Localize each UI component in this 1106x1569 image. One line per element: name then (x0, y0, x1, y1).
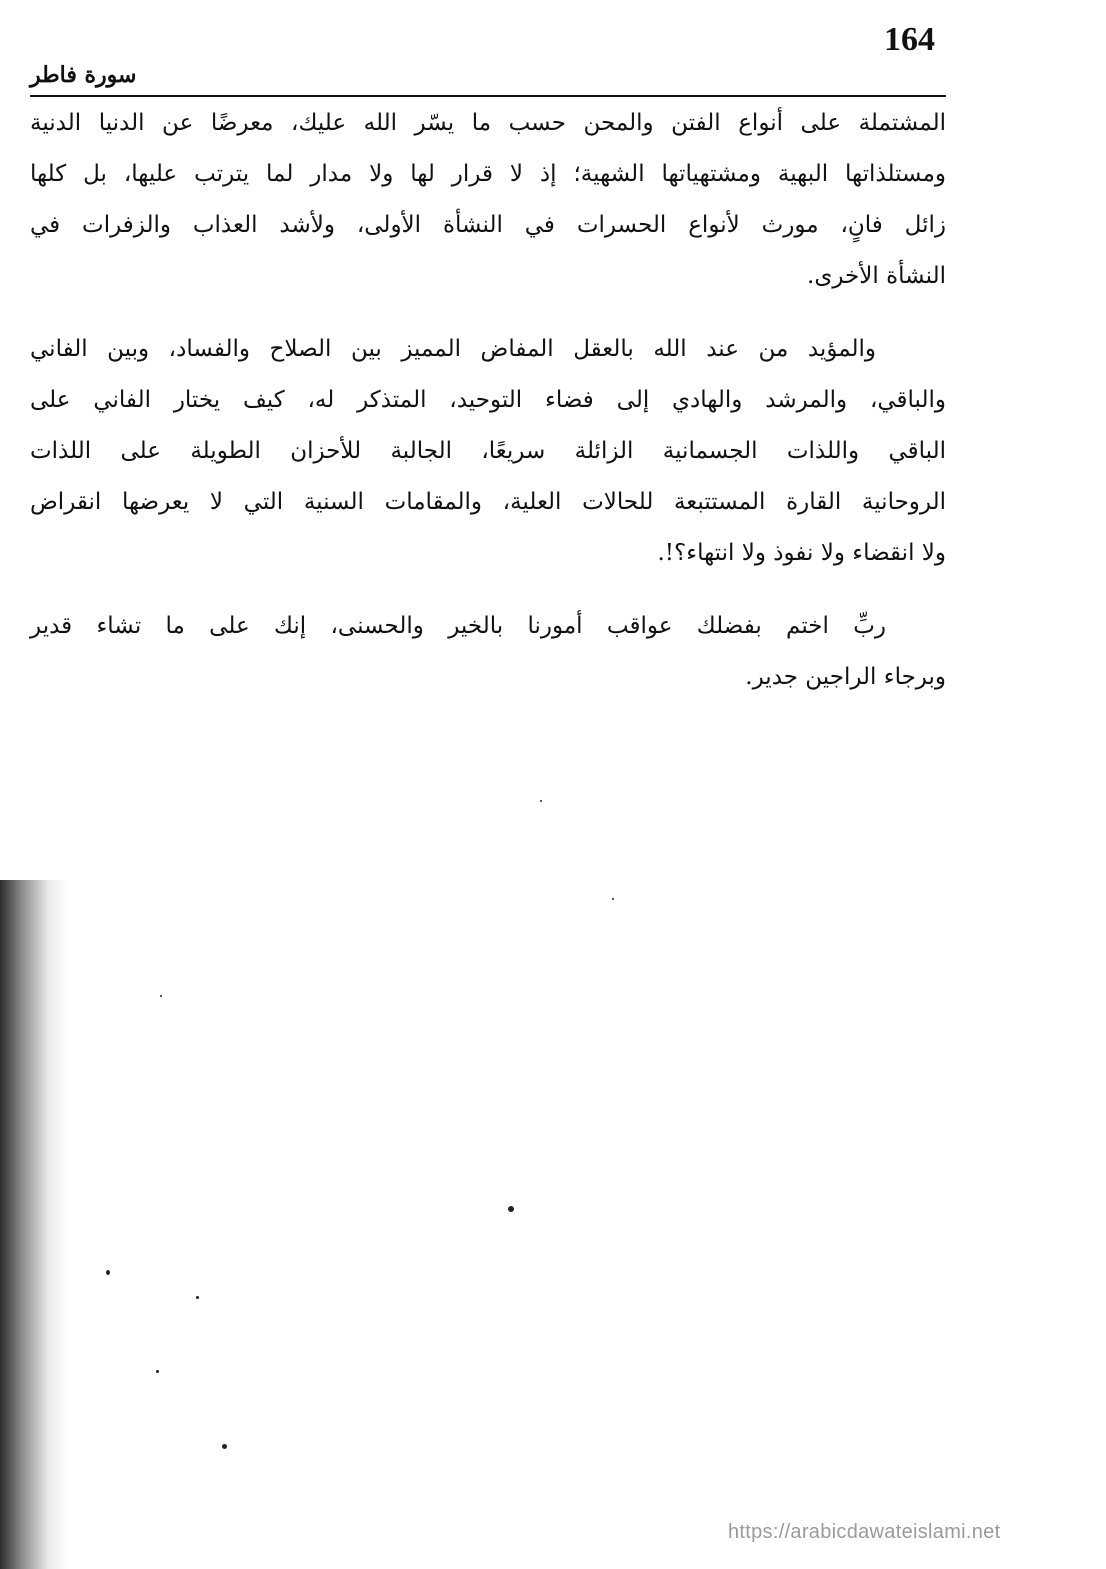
text-line: ولا انقضاء ولا نفوذ ولا انتهاء؟!. (657, 540, 946, 566)
scan-speck (508, 1206, 514, 1212)
scan-speck (540, 800, 542, 802)
scan-speck (222, 1444, 227, 1449)
page-number: 164 (884, 21, 935, 58)
scan-edge-shadow (0, 880, 70, 1569)
text-line: زائل فانٍ، مورث لأنواع الحسرات في النشأة الأولى، ولأشد العذاب والزفرات في (30, 212, 946, 238)
paragraph-1 (30, 98, 946, 302)
scan-speck (612, 898, 614, 900)
scan-speck (106, 1270, 110, 1275)
running-head-title: سورة فاطر (30, 62, 137, 88)
text-line: ربِّ اختم بفضلك عواقب أمورنا بالخير والحسنى، إنك على ما تشاء قدير (30, 613, 886, 639)
text-line: ومستلذاتها البهية ومشتهياتها الشهية؛ إذ لا قرار لها ولا مدار لما يترتب عليها، بل كلها (30, 161, 946, 187)
scan-speck (160, 995, 162, 997)
scan-speck (196, 1296, 199, 1299)
paragraph-2 (30, 324, 946, 579)
text-line: الروحانية القارة المستتبعة للحالات العلية، والمقامات السنية التي لا يعرضها انقراض (30, 489, 946, 515)
paragraph-3 (30, 601, 946, 703)
header-rule (30, 95, 946, 97)
text-line: النشأة الأخرى. (807, 263, 946, 289)
body-text (30, 98, 946, 703)
text-line: وبرجاء الراجين جدير. (745, 664, 946, 690)
text-line: والباقي، والمرشد والهادي إلى فضاء التوحيد، المتذكر له، كيف يختار الفاني على (30, 387, 946, 413)
text-line: المشتملة على أنواع الفتن والمحن حسب ما يسّر الله عليك، معرضًا عن الدنيا الدنية (30, 110, 946, 136)
text-line: والمؤيد من عند الله بالعقل المفاض المميز بين الصلاح والفساد، وبين الفاني (30, 336, 876, 362)
scan-speck (156, 1370, 159, 1373)
text-line: الباقي واللذات الجسمانية الزائلة سريعًا، الجالبة للأحزان الطويلة على اللذات (30, 438, 946, 464)
source-watermark: https://arabicdawateislami.net (728, 1521, 1001, 1543)
